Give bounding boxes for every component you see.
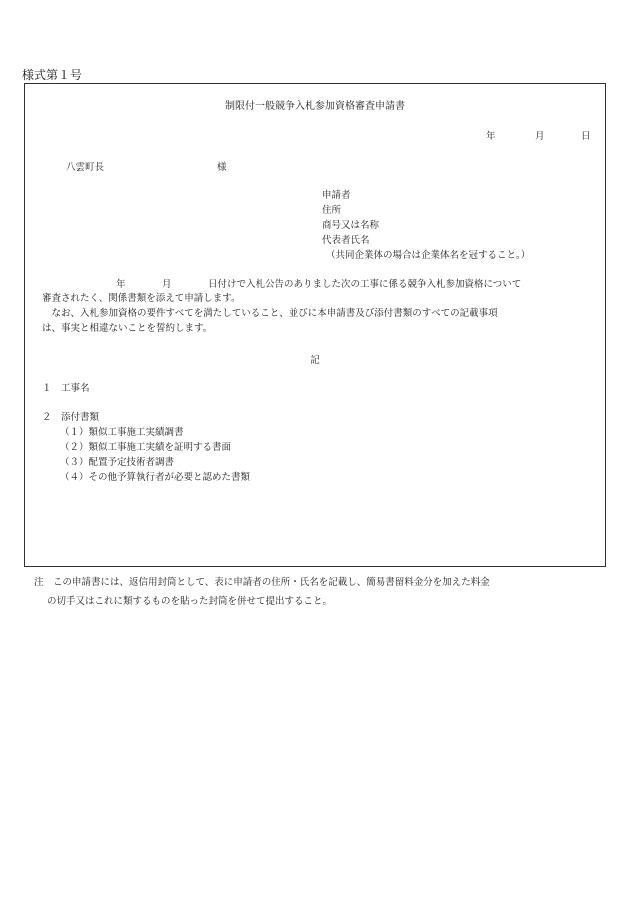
attachment-3: （３）配置予定技術者調書 <box>60 457 175 468</box>
addressee-honorific: 様 <box>217 162 227 173</box>
body-line-1: 日付けで入札公告のありました次の工事に係る競争入札参加資格について <box>208 279 522 290</box>
item-project-name: １ 工事名 <box>42 383 90 394</box>
body-month-label: 月 <box>162 279 172 290</box>
body-line-4: は、事実と相違ないことを誓約します。 <box>42 323 213 334</box>
trade-name-label: 商号又は名称 <box>322 220 380 231</box>
date-day-label: 日 <box>581 131 591 142</box>
attachment-4: （４）その他予算執行者が必要と認めた書類 <box>60 472 251 483</box>
addressee-name: 八雲町長 <box>66 162 105 173</box>
note-line-2: の切手又はこれに類するものを貼った封筒を併せて提出すること。 <box>47 596 333 607</box>
attachment-1: （１）類似工事施工実績調書 <box>60 427 184 438</box>
ki-heading: 記 <box>310 355 320 366</box>
item-attachments: ２ 添付書類 <box>42 412 100 423</box>
form-number-label: 様式第１号 <box>22 68 83 82</box>
body-line-2: 審査されたく、関係書類を添えて申請します。 <box>42 293 241 304</box>
joint-venture-note: （共同企業体の場合は企業体名を冠すること。） <box>326 250 531 261</box>
date-year-label: 年 <box>486 131 496 142</box>
representative-label: 代表者氏名 <box>322 235 370 246</box>
document-title: 制限付一般競争入札参加資格審査申請書 <box>225 101 405 112</box>
note-line-1: 注 この申請書には、返信用封筒として、表に申請者の住所・氏名を記載し、簡易書留料金分を加えた料金 <box>34 577 490 588</box>
applicant-label: 申請者 <box>322 190 351 201</box>
date-month-label: 月 <box>535 131 545 142</box>
body-year-label: 年 <box>116 279 126 290</box>
attachment-2: （２）類似工事施工実績を証明する書面 <box>60 442 232 453</box>
body-line-3: なお、入札参加資格の要件すべてを満たしていること、並びに本申請書及び添付書類のすべての記載事項 <box>42 308 498 319</box>
address-label: 住所 <box>322 205 342 216</box>
